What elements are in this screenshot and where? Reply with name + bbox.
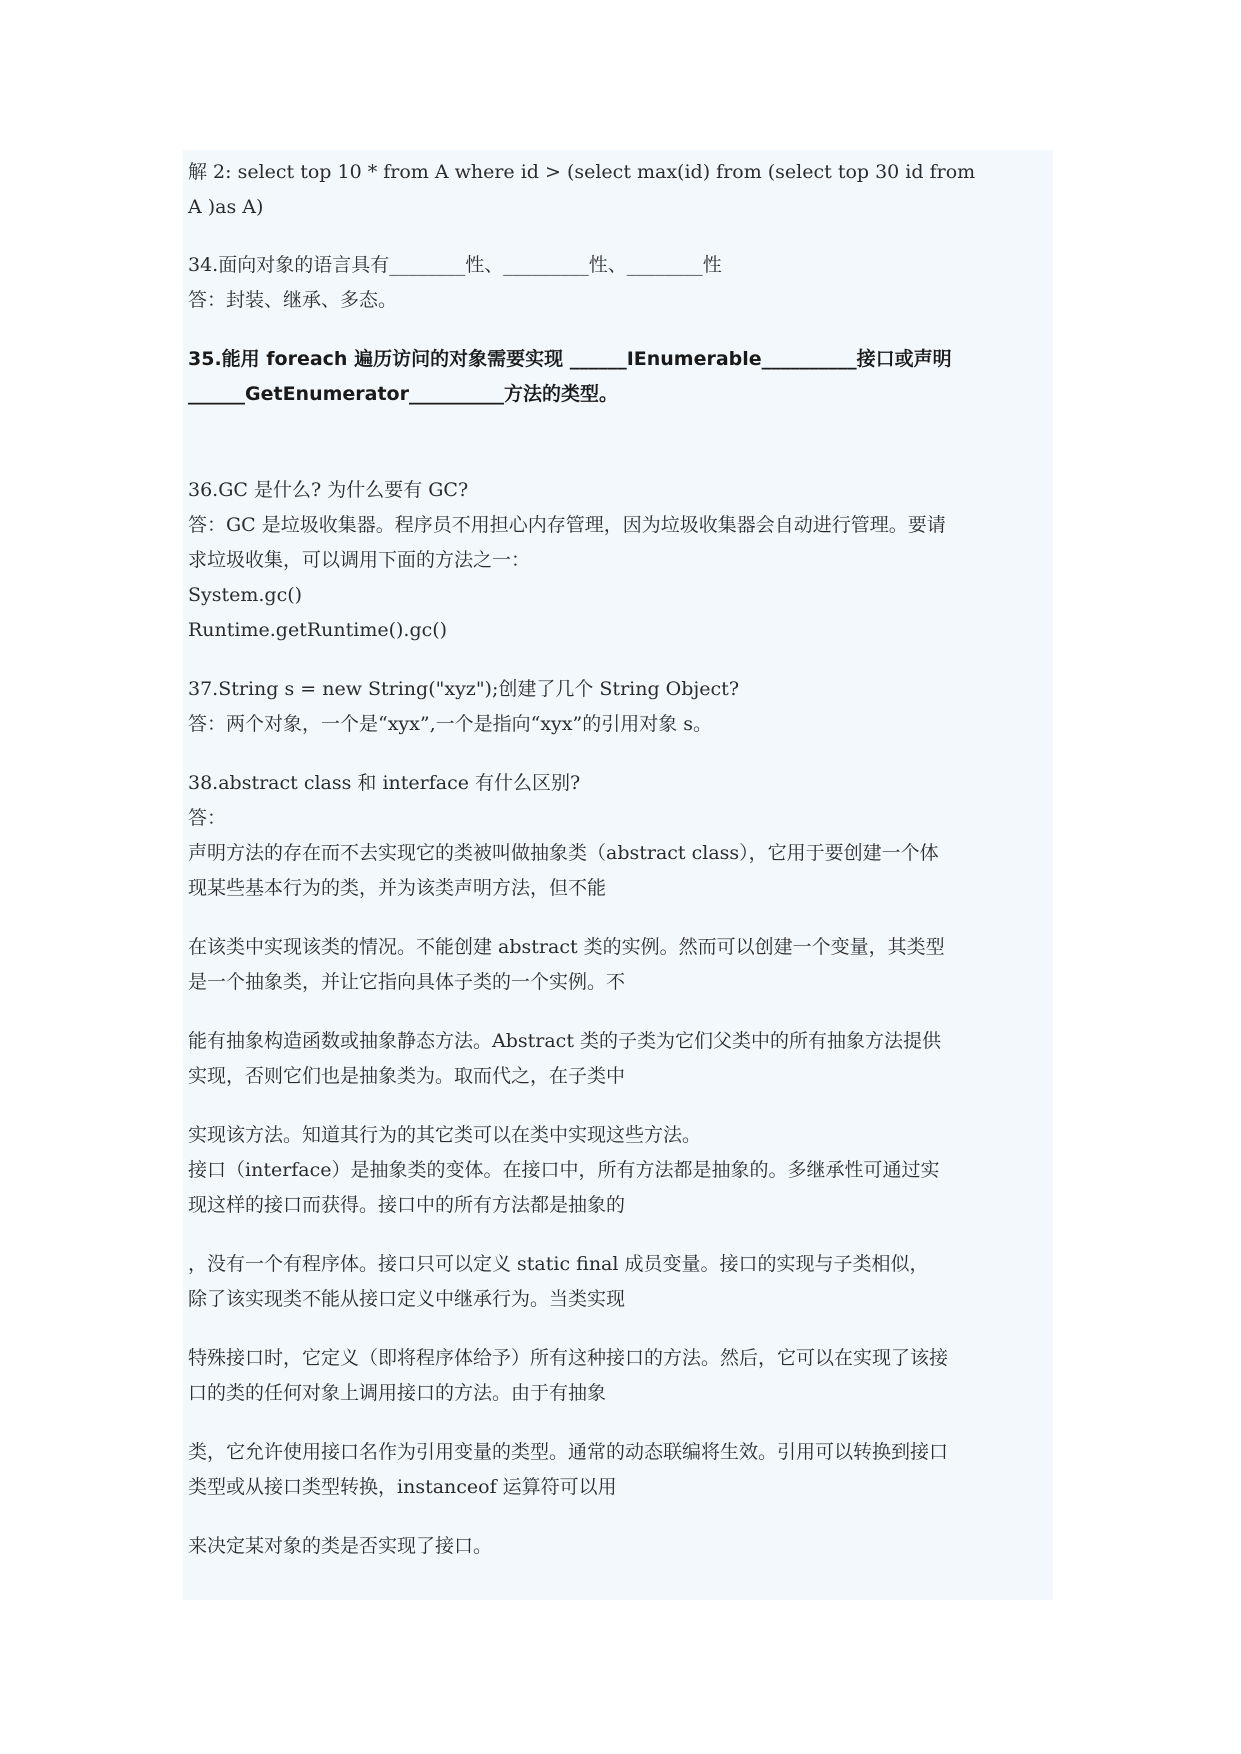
question-35-cont: ______GetEnumerator__________方法的类型。 <box>188 383 618 405</box>
text-line: A )as A) <box>188 196 264 218</box>
text-line: 现某些基本行为的类，并为该类声明方法，但不能 <box>188 877 607 899</box>
text-line: 在该类中实现该类的情况。不能创建 abstract 类的实例。然而可以创建一个变量，其类型 <box>188 936 945 958</box>
text-line: 实现，否则它们也是抽象类为。取而代之，在子类中 <box>188 1065 626 1087</box>
question-38: 38.abstract class 和 interface 有什么区别? <box>188 772 581 794</box>
text-line: 解 2: select top 10 * from A where id > (select max(id) from (select top 30 id from <box>188 161 976 183</box>
text-line: 接口（interface）是抽象类的变体。在接口中，所有方法都是抽象的。多继承性可通过实 <box>188 1159 940 1181</box>
text-line: 实现该方法。知道其行为的其它类可以在类中实现这些方法。 <box>188 1124 702 1146</box>
question-37: 37.String s = new String("xyz");创建了几个 String Object? <box>188 678 740 700</box>
question-36: 36.GC 是什么? 为什么要有 GC? <box>188 479 469 501</box>
answer-38-label: 答： <box>188 807 227 829</box>
code-line: System.gc() <box>188 584 303 606</box>
text-line: 来决定某对象的类是否实现了接口。 <box>188 1535 493 1557</box>
text-line: ，没有一个有程序体。接口只可以定义 static final 成员变量。接口的实现与子类相似， <box>188 1253 929 1275</box>
answer-34: 答：封装、继承、多态。 <box>188 289 398 311</box>
text-line: 口的类的任何对象上调用接口的方法。由于有抽象 <box>188 1382 607 1404</box>
code-line: Runtime.getRuntime().gc() <box>188 619 448 641</box>
text-line: 声明方法的存在而不去实现它的类被叫做抽象类（abstract class），它用于要创建一个体 <box>188 842 939 864</box>
text-line: 特殊接口时，它定义（即将程序体给予）所有这种接口的方法。然后，它可以在实现了该接 <box>188 1347 949 1369</box>
question-34: 34.面向对象的语言具有________性、_________性、________性 <box>188 254 722 276</box>
answer-37: 答：两个对象，一个是“xyx”,一个是指向“xyx”的引用对象 s。 <box>188 713 713 735</box>
text-line: 现这样的接口而获得。接口中的所有方法都是抽象的 <box>188 1194 626 1216</box>
text-line: 是一个抽象类，并让它指向具体子类的一个实例。不 <box>188 971 626 993</box>
text-line: 除了该实现类不能从接口定义中继承行为。当类实现 <box>188 1288 626 1310</box>
text-line: 类型或从接口类型转换，instanceof 运算符可以用 <box>188 1476 617 1498</box>
answer-36: 答：GC 是垃圾收集器。程序员不用担心内存管理，因为垃圾收集器会自动进行管理。要请 <box>188 514 946 536</box>
text-line: 能有抽象构造函数或抽象静态方法。Abstract 类的子类为它们父类中的所有抽象方法提供 <box>188 1030 941 1052</box>
text-line: 类，它允许使用接口名作为引用变量的类型。通常的动态联编将生效。引用可以转换到接口 <box>188 1441 949 1463</box>
text-line: 求垃圾收集，可以调用下面的方法之一： <box>188 549 531 571</box>
question-35: 35.能用 foreach 遍历访问的对象需要实现 ______IEnumerable__________接口或声明 <box>188 348 952 370</box>
